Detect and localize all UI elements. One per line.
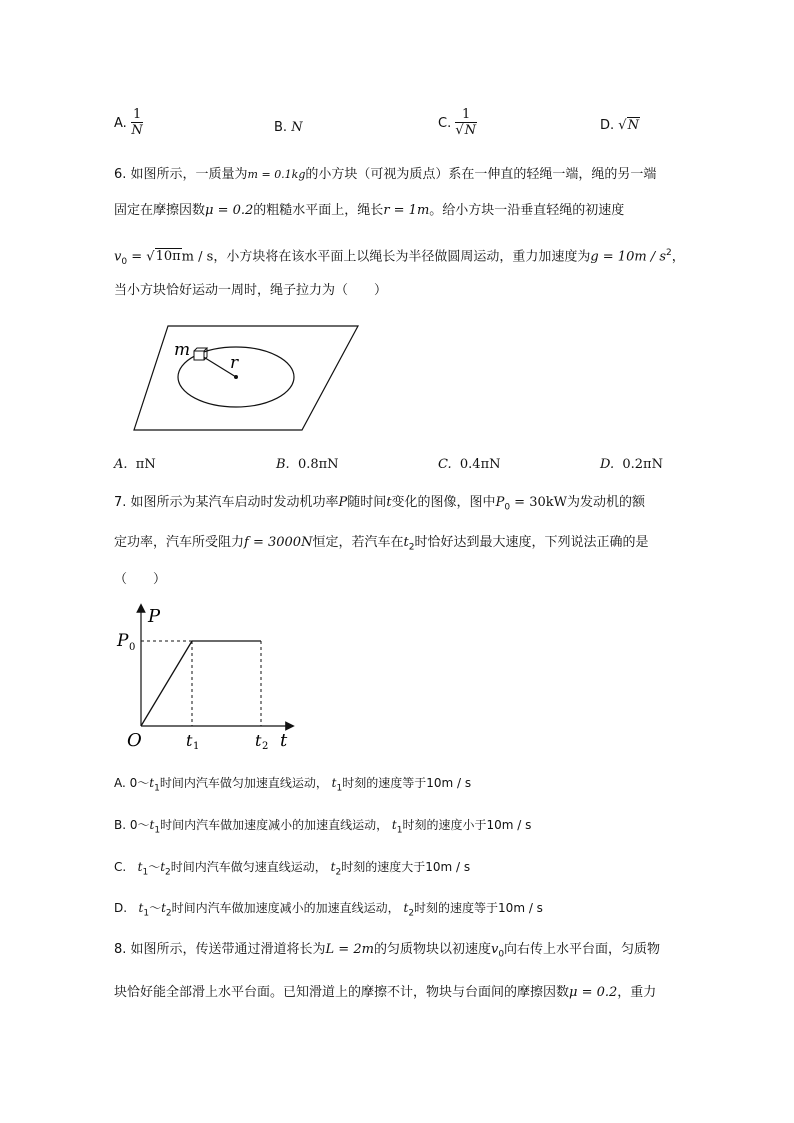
q6-line-3 <box>114 244 685 271</box>
q5-option-c-radicand: N <box>464 123 477 138</box>
q6-center-point <box>234 375 238 379</box>
q7-fig-p0-label: P <box>117 631 129 651</box>
q7-option-a-mid: 时间内汽车做匀加速直线运动， <box>159 776 328 790</box>
q7-line-1 <box>114 494 645 517</box>
q6-option-a-label: A. <box>114 457 128 472</box>
q7-p0-sub: 0 <box>504 502 511 513</box>
q7-option-d <box>114 899 543 922</box>
q7-option-d-t: t <box>138 901 144 915</box>
q6-g-expr: g = 10m / s <box>590 249 666 265</box>
q7-text-1b: 随时间 <box>347 495 387 510</box>
q7-text-3: （ ） <box>114 572 167 587</box>
q7-option-c-mid: 时间内汽车做匀速直线运动， <box>170 860 327 874</box>
q7-option-d-t2: t <box>403 901 409 915</box>
q7-fig-t1-label: t <box>186 731 193 750</box>
q6-text-2c: 。给小方块一沿垂直轻绳的初速度 <box>429 203 625 218</box>
q5-option-b-value: N <box>291 120 303 135</box>
q7-option-b-t: t <box>149 818 155 832</box>
q8-text-1c: 向右传上水平台面，匀质物 <box>504 942 661 957</box>
q7-option-c-tsub: 1 <box>142 867 149 878</box>
q7-fig-t2-label: t <box>255 731 262 750</box>
q7-option-c-pre: C. <box>114 860 138 874</box>
q7-option-b-post: 时刻的速度小于10m / s <box>402 818 532 832</box>
q6-mass-expr: m = 0.1kg <box>247 168 306 181</box>
q5-option-c-denominator: √N <box>455 123 477 138</box>
q6-v0-radicand: 10π <box>155 249 181 265</box>
q6-option-c <box>438 457 500 472</box>
q7-f-expr: f = 3000N <box>244 535 313 550</box>
q6-v0-eq: = <box>127 249 147 265</box>
q7-option-b-tsub: 1 <box>154 825 161 836</box>
q7-option-d-tsub: 1 <box>143 908 150 919</box>
q7-fig-y-label: P <box>148 606 161 627</box>
q7-option-a-post: 时刻的速度等于10m / s <box>342 776 472 790</box>
q6-text-2b: 的粗糙水平面上，绳长 <box>253 203 384 218</box>
q8-text-2a: 块恰好能全部滑上水平台面。已知滑道上的摩擦不计，物块与台面间的摩擦因数 <box>114 985 570 1000</box>
q5-option-d-label: D. <box>600 118 615 133</box>
q7-option-d-tilde: ～ <box>149 901 162 915</box>
q6-line-4 <box>114 282 387 300</box>
q8-text-1b: 的匀质物块以初速度 <box>373 942 491 957</box>
q6-option-b-value: 0.8πN <box>297 457 339 472</box>
q7-option-c-t2sub: 2 <box>335 867 342 878</box>
q6-mu-expr: μ = 0.2 <box>205 203 254 218</box>
q7-p0-symbol: P <box>495 495 505 510</box>
q5-option-b <box>274 120 303 135</box>
q6-plane <box>134 326 358 430</box>
q7-option-c-tbsub: 2 <box>165 867 171 878</box>
q7-t-symbol: t <box>386 495 392 510</box>
q7-option-d-tbsub: 2 <box>165 908 172 919</box>
q8-text-1a: 8. 如图所示，传送带通过滑道将长为 <box>114 942 326 957</box>
q7-option-a-pre: A. 0～ <box>114 776 150 790</box>
q5-option-d <box>600 118 640 133</box>
q7-line-3 <box>114 571 166 589</box>
q7-option-a-t2sub: 1 <box>336 783 343 794</box>
q7-option-a-t2: t <box>331 776 337 790</box>
q7-text-2b: 恒定，若汽车在 <box>312 535 404 550</box>
q8-l-expr: L = 2m <box>325 942 374 957</box>
q7-option-c-tilde: ～ <box>148 860 161 874</box>
q7-text-1a: 7. 如图所示为某汽车启动时发动机功率 <box>114 495 339 510</box>
q7-option-d-t2sub: 2 <box>408 908 415 919</box>
q6-option-c-label: C. <box>438 457 452 472</box>
q6-v0-symbol: v <box>114 249 122 265</box>
q5-option-c-label: C. <box>438 116 452 131</box>
q7-fig-p0-sub: 0 <box>129 642 136 653</box>
q7-fig-x-label: t <box>280 730 288 750</box>
q7-t2-sub: 2 <box>408 542 415 553</box>
q6-text-2a: 固定在摩擦因数 <box>114 203 206 218</box>
q8-line-1 <box>114 941 660 964</box>
q6-text-1a: 6. 如图所示，一质量为 <box>114 167 248 182</box>
q6-text-3a: ，小方块将在该水平面上以绳长为半径做圆周运动，重力加速度为 <box>213 249 591 265</box>
q6-fig-m-label: m <box>174 340 191 360</box>
q7-option-d-mid: 时间内汽车做加速度减小的加速直线运动， <box>171 901 400 915</box>
q7-option-b-mid: 时间内汽车做加速度减小的加速直线运动， <box>160 818 389 832</box>
q6-fig-r-label: r <box>230 353 239 373</box>
q7-option-d-tb: t <box>161 901 166 915</box>
q6-option-a-value: πN <box>135 457 156 472</box>
q5-option-a-label: A. <box>114 116 127 131</box>
q5-option-a-fraction <box>131 108 143 139</box>
q5-option-c-fraction <box>455 108 477 139</box>
q6-v0-sqrt: √10π <box>146 249 181 265</box>
q6-option-b <box>276 457 339 472</box>
q6-option-d-value: 0.2πN <box>622 457 663 472</box>
q7-option-a <box>114 774 471 797</box>
q6-g-sup: 2 <box>666 248 672 258</box>
q7-option-c <box>114 858 470 881</box>
q5-option-b-label: B. <box>274 120 288 135</box>
q5-option-d-sqrt: √N <box>618 118 639 133</box>
q7-option-d-post: 时刻的速度等于10m / s <box>414 901 543 915</box>
q6-v0-sub: 0 <box>121 256 128 267</box>
q7-text-1c: 变化的图像，图中 <box>391 495 496 510</box>
q7-option-b-pre: B. 0～ <box>114 818 150 832</box>
q7-option-c-t: t <box>137 860 143 874</box>
q5-option-c-numerator: 1 <box>455 108 477 123</box>
q7-option-d-pre: D. <box>114 901 139 915</box>
q7-t2-symbol: t <box>403 535 409 550</box>
q5-option-c <box>438 108 477 139</box>
q7-p-symbol: P <box>338 495 348 510</box>
q6-v0-unit: m / s <box>181 249 214 265</box>
q7-ramp-line <box>141 641 192 726</box>
q6-text-1b: 的小方块（可视为质点）系在一伸直的轻绳一端，绳的另一端 <box>305 167 657 182</box>
q7-fig-t2-sub: 2 <box>262 741 269 750</box>
q6-option-b-label: B. <box>276 457 290 472</box>
q7-option-c-tb: t <box>160 860 166 874</box>
q8-text-2b: ，重力 <box>617 985 657 1000</box>
q8-line-2 <box>114 984 656 1002</box>
q6-option-c-value: 0.4πN <box>459 457 501 472</box>
q7-option-a-t: t <box>149 776 155 790</box>
q7-fig-t1-sub: 1 <box>193 741 200 750</box>
q6-option-d <box>600 457 663 472</box>
q7-text-1d: 为发动机的额 <box>567 495 646 510</box>
q5-option-a-numerator: 1 <box>132 107 142 122</box>
q7-option-a-tsub: 1 <box>154 783 160 794</box>
q7-option-c-post: 时刻的速度大于10m / s <box>341 860 471 874</box>
q7-text-2c: 时恰好达到最大速度，下列说法正确的是 <box>414 535 649 550</box>
q7-option-b <box>114 816 531 839</box>
q8-mu-expr: μ = 0.2 <box>569 985 618 1000</box>
q6-line-2 <box>114 202 624 220</box>
q7-line-2 <box>114 534 648 557</box>
q7-option-b-t2sub: 1 <box>396 825 403 836</box>
q6-text-3b: ， <box>671 249 685 265</box>
q8-v0-symbol: v <box>490 942 499 957</box>
q6-option-a <box>114 457 156 472</box>
q7-text-2a: 定功率，汽车所受阻力 <box>114 535 245 550</box>
q8-v0-sub: 0 <box>498 949 505 960</box>
q7-figure <box>110 600 310 750</box>
q6-text-4: 当小方块恰好运动一周时，绳子拉力为（ ） <box>114 283 388 298</box>
q6-r-expr: r = 1m <box>383 203 430 218</box>
q5-option-d-radicand: N <box>627 118 639 133</box>
q7-option-b-t2: t <box>391 818 397 832</box>
q7-option-c-t2: t <box>330 860 336 874</box>
q5-option-a <box>114 108 143 139</box>
q7-fig-origin: O <box>127 730 142 750</box>
q7-p0-value: = 30kW <box>510 495 567 510</box>
q6-figure <box>130 324 360 434</box>
q6-line-1 <box>114 166 656 184</box>
q5-option-a-denominator: N <box>131 123 143 138</box>
q6-option-d-label: D. <box>600 457 615 472</box>
